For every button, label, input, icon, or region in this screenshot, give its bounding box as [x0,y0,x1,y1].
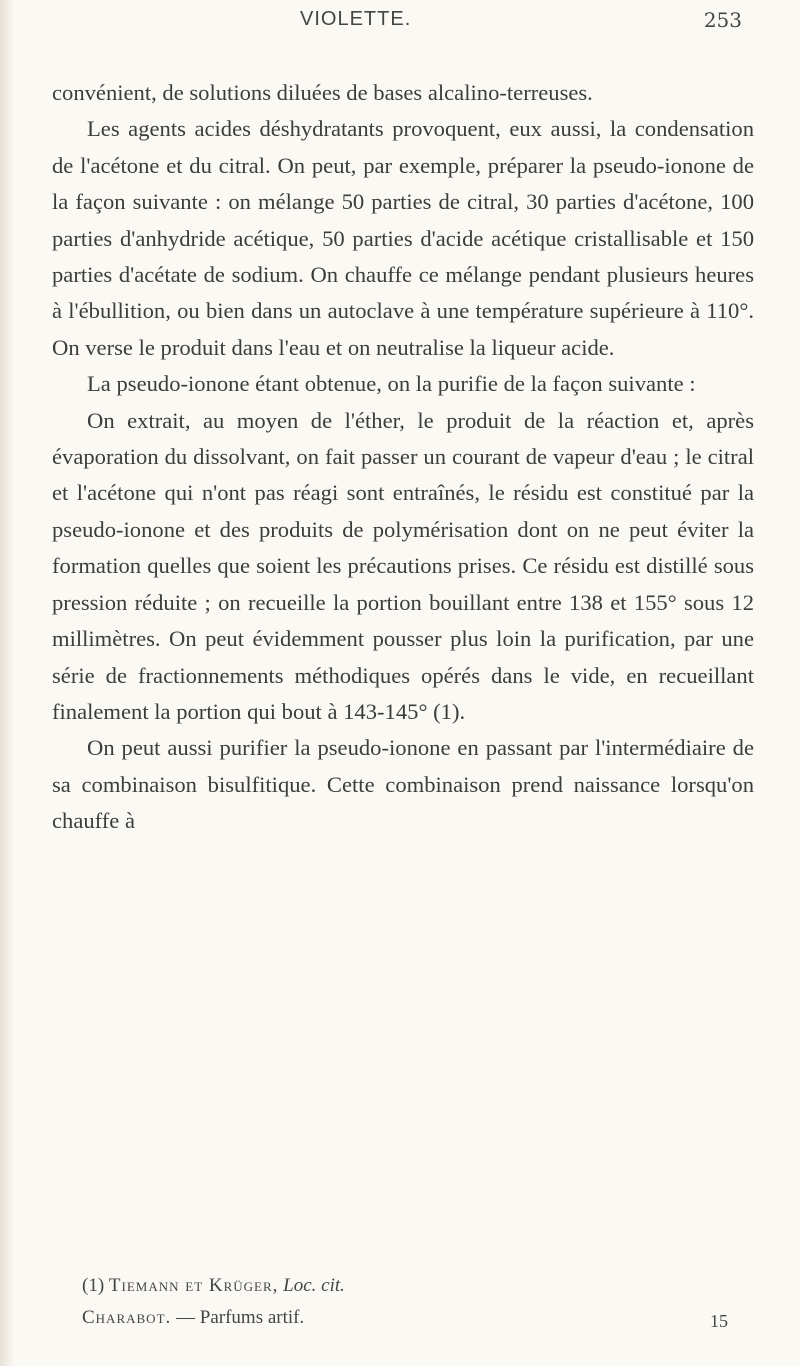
paragraph-3: La pseudo-ionone étant obtenue, on la purifie de la façon suivante : [87,371,696,397]
body-text [52,75,754,840]
footnotes [82,1275,762,1333]
running-head [0,8,800,38]
page-number: 253 [703,8,742,32]
paragraph-1: convénient, de solutions diluées de bases alcalino-terreuses. [52,80,593,105]
paragraph-4: On extrait, au moyen de l'éther, le produit de la réaction et, après évaporation du dissolvant, on fait passer un courant de vapeur d'eau ; le citral et l'acétone qui n'ont pas réagi sont entraînés, le résidu est constitué par la pseudo-ionone et des produits de polymérisation dont on ne peut éviter la formation quelles que soient les précautions prises. Ce résidu est distillé sous pression réduite ; on recueille la portion bouillant entre 138 et 155° sous 12 millimètres. On peut évidemment pousser plus loin la purification, par une série de fractionnements méthodiques opérés dans le vide, en recueillant finalement la portion qui bout à 143-145° (1). [52,407,754,724]
footnote-reference: Loc. cit. [283,1275,345,1296]
signature-title: — Parfums artif. [176,1307,305,1328]
gutter-shadow [0,0,14,1366]
signature-number: 15 [710,1311,728,1331]
running-title: VIOLETTE. [300,8,412,30]
footnote-marker: (1) [82,1275,105,1296]
paragraph-2: Les agents acides déshydratants provoquent, eux aussi, la condensation de l'acétone et du citral. On peut, par exemple, préparer la pseudo-ionone de la façon suivante : on mélange 50 parties de citral, 30 parties d'acétone, 100 parties d'anhydride acétique, 50 parties d'acide acétique cristallisable et 150 parties d'acétate de sodium. On chauffe ce mélange pendant plusieurs heures à l'ébullition, ou bien dans un autoclave à une température supérieure à 110°. On verse le produit dans l'eau et on neutralise la liqueur acide. [52,116,754,360]
footnote-1 [82,1275,762,1297]
signature-line [82,1307,762,1333]
printer-signature [82,1307,304,1329]
paragraph-5: On peut aussi purifier la pseudo-ionone en passant par l'intermédiaire de sa combinaison bisulfitique. Cette combinaison prend naissance lorsqu'on chauffe à [52,735,754,834]
signature-author: Charabot. [82,1307,172,1328]
footnote-author: Tiemann et Krüger, [108,1275,279,1296]
